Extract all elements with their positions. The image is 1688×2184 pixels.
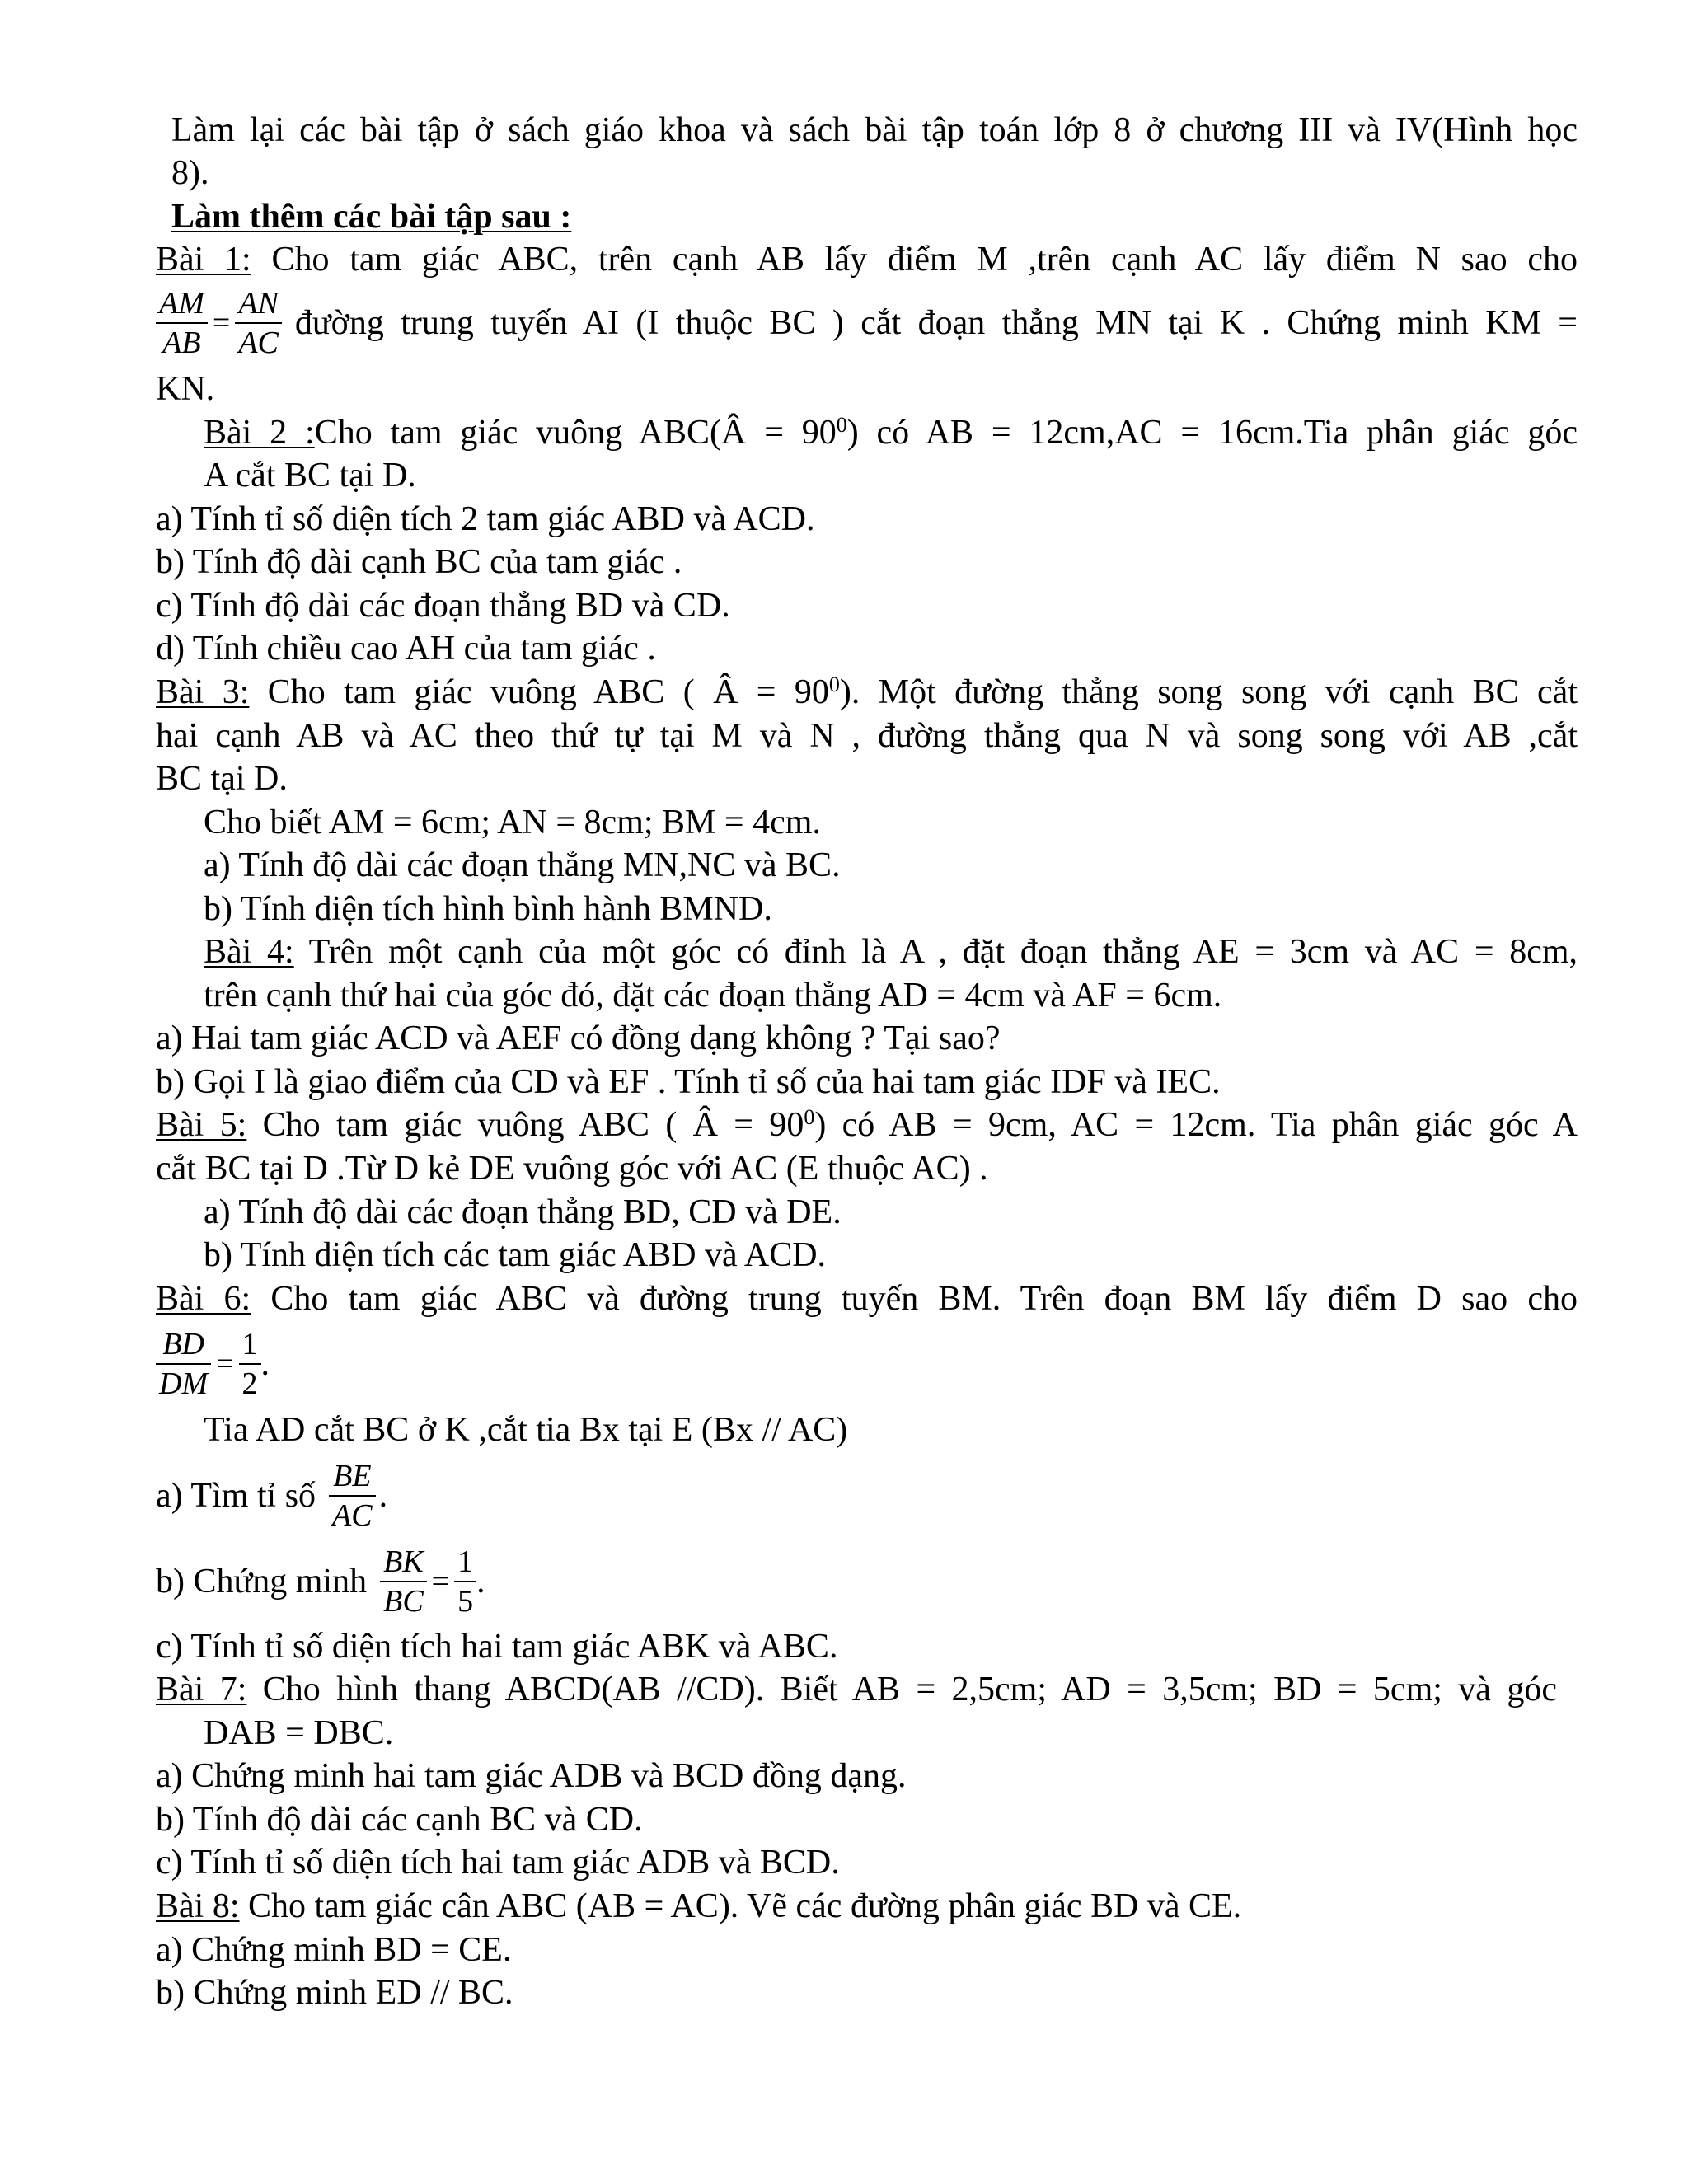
bai2-item-d: d) Tính chiều cao AH của tam giác .: [156, 630, 656, 668]
fraction-denominator: 2: [241, 1366, 258, 1401]
bai2-line-1: [204, 412, 1578, 453]
period: .: [476, 1563, 485, 1601]
bai4-line-2: trên cạnh thứ hai của góc đó, đặt các đoạn thẳng AD = 4cm và AF = 6cm.: [204, 977, 1222, 1015]
fraction-numerator: BD: [156, 1325, 211, 1365]
equals-sign: =: [212, 306, 231, 340]
bai2-item-a: a) Tính tỉ số diện tích 2 tam giác ABD và ACD.: [156, 500, 815, 538]
item-a-label: a) Tìm tỉ số: [156, 1477, 316, 1515]
bai2-line-2: A cắt BC tại D.: [204, 457, 416, 494]
bai6-line-1: [156, 1278, 1578, 1319]
bai8-item-b: b) Chứng minh ED // BC.: [156, 1974, 513, 2012]
fraction-numerator: BK: [380, 1543, 427, 1582]
item-b-label: b) Chứng minh: [156, 1563, 368, 1601]
fraction-numerator: AN: [235, 284, 282, 324]
bai2-item-b: b) Tính độ dài cạnh BC của tam giác .: [156, 543, 682, 581]
bai7-line-1: [156, 1669, 1557, 1710]
fraction-am-ab: [156, 284, 208, 362]
bai5-text-1b: ) có AB = 9cm, AC = 12cm. Tia phân giác góc A: [814, 1106, 1578, 1144]
section-heading: Làm thêm các bài tập sau :: [171, 198, 572, 236]
bai5-item-b: b) Tính diện tích các tam giác ABD và ACD.: [204, 1236, 827, 1274]
fraction-numerator: 1: [239, 1325, 261, 1365]
bai3-line-2: hai cạnh AB và AC theo thứ tự tại M và N , đường thẳng qua N và song song với AB ,cắt: [156, 717, 1578, 755]
bai3-title: Bài 3:: [156, 673, 250, 711]
fraction-an-ac: [235, 284, 282, 362]
bai6-title: Bài 6:: [156, 1280, 251, 1318]
bai8-title: Bài 8:: [156, 1887, 240, 1925]
bai1-title: Bài 1:: [156, 241, 251, 279]
bai7-title: Bài 7:: [156, 1671, 247, 1708]
bai4-title: Bài 4:: [204, 933, 294, 971]
bai7-text-1: Cho hình thang ABCD(AB //CD). Biết AB = 2,5cm; AD = 3,5cm; BD = 5cm; và góc: [246, 1671, 1557, 1708]
bai2-text-1a: Cho tam giác vuông ABC(Â = 90: [314, 414, 837, 452]
degree-superscript: 0: [836, 413, 847, 437]
fraction-denominator: DM: [159, 1366, 209, 1401]
bai4-item-b: b) Gọi I là giao điểm của CD và EF . Tính tỉ số của hai tam giác IDF và IEC.: [156, 1063, 1221, 1101]
bai7-item-c: c) Tính tỉ số diện tích hai tam giác ADB và BCD.: [156, 1844, 840, 1882]
bai2-text-1b: ) có AB = 12cm,AC = 16cm.Tia phân giác góc: [846, 414, 1578, 452]
bai4-item-a: a) Hai tam giác ACD và AEF có đồng dạng không ? Tại sao?: [156, 1019, 1001, 1057]
bai5-text-1a: Cho tam giác vuông ABC ( Â = 90: [246, 1106, 804, 1144]
bai4-text-1: Trên một cạnh của một góc có đỉnh là A , đặt đoạn thẳng AE = 3cm và AC = 8cm,: [293, 933, 1578, 971]
bai7-line-2: DAB = DBC.: [204, 1714, 394, 1752]
bai8-item-a: a) Chứng minh BD = CE.: [156, 1931, 512, 1969]
bai3-text-1a: Cho tam giác vuông ABC ( Â = 90: [249, 673, 829, 711]
fraction-bk-bc: [380, 1543, 427, 1620]
degree-superscript: 0: [804, 1105, 815, 1129]
bai1-text-1: Cho tam giác ABC, trên cạnh AB lấy điểm M ,trên cạnh AC lấy điểm N sao cho: [251, 241, 1578, 279]
bai1-line-3: KN.: [156, 370, 215, 408]
bai1-text-2: đường trung tuyến AI (I thuộc BC ) cắt đoạn thẳng MN tại K . Chứng minh KM =: [294, 304, 1578, 342]
intro-line-1: Làm lại các bài tập ở sách giáo khoa và sách bài tập toán lớp 8 ở chương III và IV(Hình học: [171, 111, 1578, 149]
bai3-line-1: [156, 672, 1578, 713]
bai6-item-a: [156, 1453, 387, 1539]
bai5-line-1: [156, 1104, 1578, 1146]
fraction-bd-dm: [156, 1325, 211, 1403]
bai7-item-a: a) Chứng minh hai tam giác ADB và BCD đồng dạng.: [156, 1757, 907, 1795]
fraction-numerator: BE: [329, 1457, 376, 1497]
fraction-denominator: BC: [383, 1584, 424, 1619]
bai6-item-b: [156, 1539, 485, 1624]
fraction-denominator: 5: [457, 1584, 474, 1619]
bai2-title: Bài 2 :: [204, 414, 315, 452]
equals-sign: =: [431, 1564, 450, 1599]
period: .: [378, 1477, 388, 1515]
bai6-line-2: Tia AD cắt BC ở K ,cắt tia Bx tại E (Bx // AC): [204, 1411, 848, 1449]
bai1-fraction-line: [156, 280, 1578, 366]
bai1-line-1: [156, 239, 1578, 280]
bai5-line-2: cắt BC tại D .Từ D kẻ DE vuông góc với AC (E thuộc AC) .: [156, 1150, 988, 1188]
bai4-line-1: [204, 931, 1578, 972]
period: .: [260, 1345, 270, 1383]
fraction-one-fifth: [454, 1543, 476, 1620]
bai6-text-1: Cho tam giác ABC và đường trung tuyến BM. Trên đoạn BM lấy điểm D sao cho: [251, 1280, 1578, 1318]
bai8-text-1: Cho tam giác cân ABC (AB = AC). Vẽ các đường phân giác BD và CE.: [239, 1887, 1242, 1925]
bai3-item-a: a) Tính độ dài các đoạn thẳng MN,NC và BC.: [204, 846, 841, 884]
bai3-text-1b: ). Một đường thẳng song song với cạnh BC cắt: [839, 673, 1578, 711]
bai3-given: Cho biết AM = 6cm; AN = 8cm; BM = 4cm.: [204, 804, 821, 841]
bai5-item-a: a) Tính độ dài các đoạn thẳng BD, CD và DE.: [204, 1193, 842, 1231]
fraction-denominator: AB: [162, 326, 201, 360]
bai7-item-b: b) Tính độ dài các cạnh BC và CD.: [156, 1801, 643, 1839]
bai8-line-1: [156, 1886, 1241, 1927]
bai6-fraction-line: [156, 1321, 270, 1407]
degree-superscript: 0: [828, 673, 840, 696]
bai3-item-b: b) Tính diện tích hình bình hành BMND.: [204, 890, 772, 928]
fraction-numerator: AM: [156, 284, 208, 324]
bai3-line-3: BC tại D.: [156, 760, 288, 798]
bai5-title: Bài 5:: [156, 1106, 247, 1144]
intro-line-2: 8).: [171, 154, 209, 192]
fraction-numerator: 1: [454, 1543, 476, 1582]
equals-sign: =: [216, 1347, 234, 1381]
bai2-item-c: c) Tính độ dài các đoạn thẳng BD và CD.: [156, 587, 730, 625]
fraction-be-ac: [329, 1457, 376, 1535]
fraction-one-half: [239, 1325, 261, 1403]
fraction-denominator: AC: [238, 326, 279, 360]
fraction-denominator: AC: [332, 1498, 373, 1533]
bai6-item-c: c) Tính tỉ số diện tích hai tam giác ABK và ABC.: [156, 1628, 838, 1666]
